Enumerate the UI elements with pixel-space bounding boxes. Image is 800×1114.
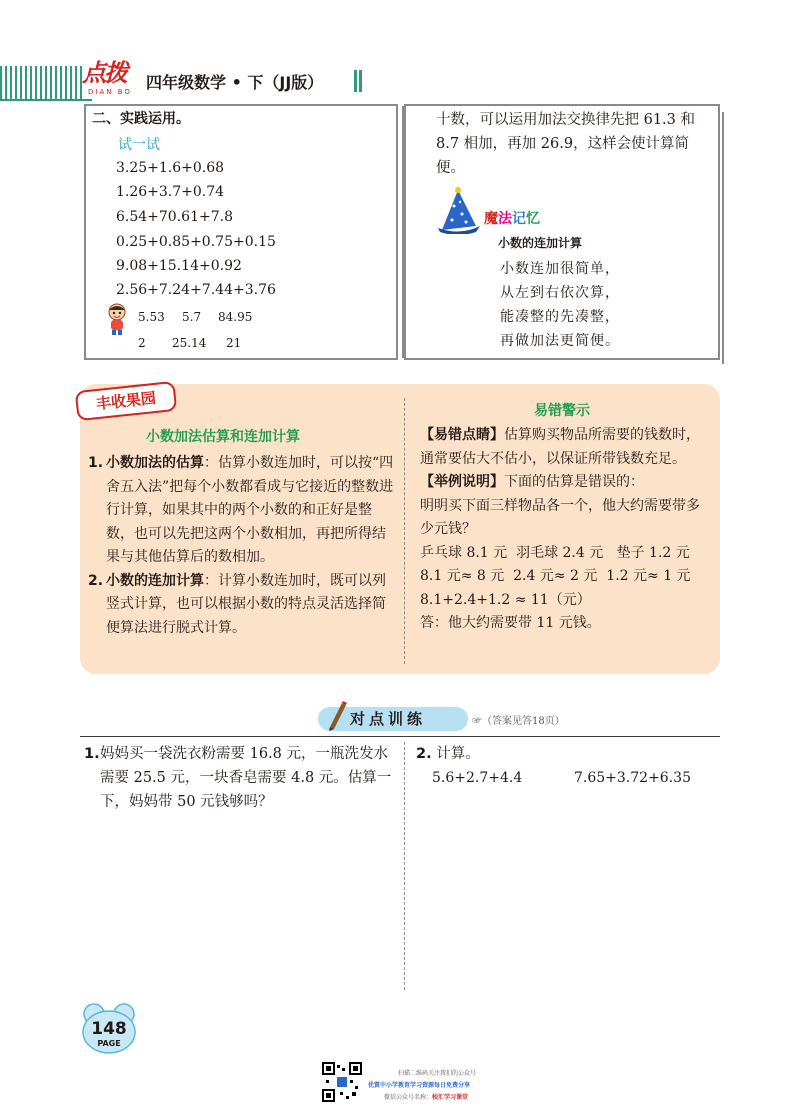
continuation-text: 十数，可以运用加法交换律先把 61.3 和 8.7 相加，再加 26.9，这样会使计算简便。 [436,112,696,176]
answer-reference: ☞（答案见答18页） [472,716,565,727]
try-title: 试一试 [118,137,160,153]
answer-4: 2 [138,336,146,350]
example-estimate: 8.1 元≈ 8 元 2.4 元≈ 2 元 1.2 元≈ 1 元 [420,568,691,584]
harvest-item-1: 1. 小数加法的估算：估算小数连加时，可以按“四舍五入法”把每个小数都看成与它接近的整数进行计算，如果其中的两个小数的和正好是整数，也可以先把这两个小数相加，再把所得结果与其他估算后的数相加。 [88,455,394,565]
page-number-badge [82,1002,136,1054]
title-bars-icon [354,70,362,92]
harvest-right-heading: 易错警示 [534,403,590,419]
harvest-item-2: 2. 小数的连加计算：计算小数连加时，既可以列竖式计算，也可以根据小数的特点灵活选择简便算法进行脱式计算。 [88,572,386,636]
question-1: 1. 妈妈买一袋洗衣粉需要 16.8 元，一瓶洗发水需要 25.5 元，一块香皂需要 4.8 元。估算一下，妈妈带 50 元钱够吗？ [84,746,392,810]
answer-5: 25.14 [172,336,207,350]
practice-box [84,104,398,360]
example-sum: 8.1+2.4+1.2 ≈ 11（元） [420,591,591,608]
expression-4: 0.25+0.85+0.75+0.15 [116,234,276,250]
logo-subtext: DIAN BO [88,88,132,96]
answer-1: 5.53 [138,310,165,324]
page-number: 148 [91,1019,127,1039]
poem-line-1: 小数连加很简单， [500,261,620,277]
error-point: 【易错点睛】估算购买物品所需要的钱数时，通常要估大不估小，以保证所带钱数充足。 [420,427,700,467]
harvest-left-content [88,452,398,640]
footer-line-2: 优質中小学教育学习资源每日免费分享 [368,1082,471,1089]
poem-line-2: 从左到右依次算， [500,285,620,301]
answer-3: 84.95 [218,310,253,324]
footer-line-3: 微信公众号名称：校汇学习课堂 [384,1094,469,1101]
book-title: 四年级数学 • 下（JJ版） [146,73,324,92]
header-stripes [0,66,82,100]
example-question: 明明买下面三样物品各一个，他大约需要带多少元钱？ [420,497,700,537]
brand-logo [82,58,146,98]
cartoon-boy-icon [104,302,130,336]
qr-code-icon [322,1062,362,1102]
wizard-hat-icon [436,186,482,234]
harvest-left-heading: 小数加法估算和连加计算 [146,429,300,445]
footer-line-1: 扫描二维码关注我们的公众号 [398,1070,477,1077]
question-2: 2. 计算。 [416,746,480,762]
expression-6: 2.56+7.24+7.44+3.76 [116,282,276,298]
poem-line-3: 能凑整的先凑整， [500,309,620,325]
answer-2: 5.7 [182,310,202,324]
harvest-tag: 丰收果园 [75,381,178,421]
poem-line-4: 再做加法更简便。 [500,333,620,349]
section-title: 二、实践运用。 [92,111,190,127]
answer-6: 21 [226,336,242,350]
training-title: 对点训练 [350,710,427,728]
pencil-icon [326,699,348,731]
tip-box [404,104,720,360]
header-underline [0,99,92,101]
example-items: 乒乓球 8.1 元 羽毛球 2.4 元 垫子 1.2 元 [420,544,690,561]
example-answer: 答：他大约需要带 11 元钱。 [420,615,601,631]
expression-2: 1.26+3.7+0.74 [116,184,225,200]
logo-text: 点拨 [82,59,126,87]
expression-1: 3.25+1.6+0.68 [116,160,225,176]
training-rule [80,736,720,737]
magic-memory-title: 魔法记忆 [484,211,540,227]
expression-3: 6.54+70.61+7.8 [116,209,233,225]
question-2-expr-2: 7.65+3.72+6.35 [574,770,691,786]
harvest-right-content [420,424,712,636]
page-label: PAGE [97,1039,121,1048]
expression-5: 9.08+15.14+0.92 [116,258,242,274]
magic-subtitle: 小数的连加计算 [498,236,583,250]
question-2-expr-1: 5.6+2.7+4.4 [432,770,523,786]
example-intro: 【举例说明】下面的估算是错误的： [420,474,644,490]
training-divider [404,742,405,990]
harvest-divider [404,398,405,664]
